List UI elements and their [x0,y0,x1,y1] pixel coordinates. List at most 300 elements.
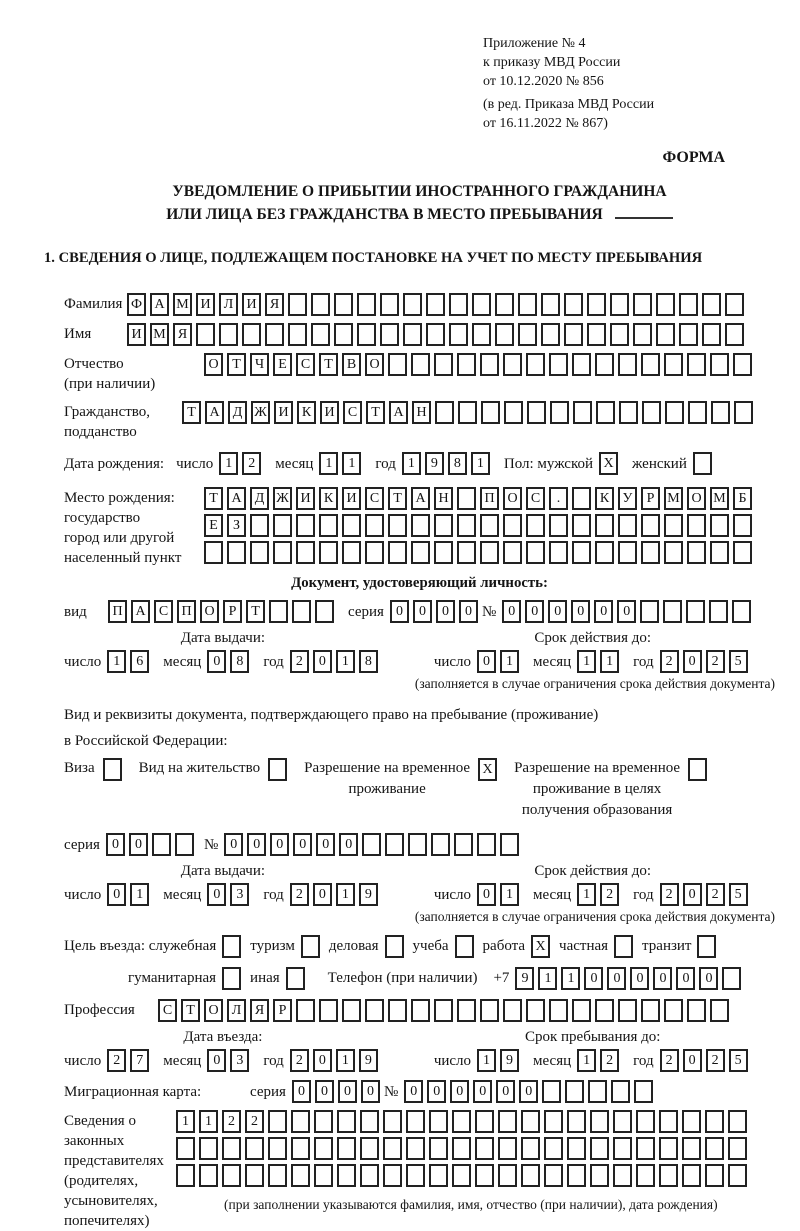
char-box[interactable] [342,541,361,564]
char-box[interactable]: 0 [207,1049,226,1072]
char-box[interactable] [292,600,311,623]
char-box[interactable] [365,999,384,1022]
char-box[interactable] [434,541,453,564]
char-box[interactable]: 1 [319,452,338,475]
char-box[interactable] [458,401,477,424]
char-box[interactable] [503,999,522,1022]
char-box[interactable]: Б [733,487,752,510]
char-box[interactable] [265,323,284,346]
char-box[interactable] [449,323,468,346]
char-box[interactable]: 0 [436,600,455,623]
char-box[interactable]: С [526,487,545,510]
char-box[interactable] [544,1137,563,1160]
char-box[interactable]: М [173,293,192,316]
char-box[interactable] [408,833,427,856]
char-box[interactable]: И [242,293,261,316]
char-box[interactable] [572,541,591,564]
char-box[interactable]: 0 [207,883,226,906]
char-box[interactable] [682,1164,701,1187]
char-box[interactable] [641,514,660,537]
char-box[interactable]: Ж [251,401,270,424]
char-box[interactable] [434,514,453,537]
char-box[interactable] [687,353,706,376]
char-box[interactable] [314,1164,333,1187]
char-box[interactable]: 3 [230,883,249,906]
char-box[interactable] [457,999,476,1022]
char-box[interactable] [457,514,476,537]
char-box[interactable] [702,323,721,346]
char-box[interactable] [733,514,752,537]
char-box[interactable] [642,401,661,424]
char-box[interactable] [319,541,338,564]
char-box[interactable] [196,323,215,346]
char-box[interactable] [383,1110,402,1133]
char-box[interactable] [411,353,430,376]
char-box[interactable] [664,514,683,537]
char-box[interactable] [426,293,445,316]
char-box[interactable]: 0 [313,650,332,673]
char-box[interactable] [495,293,514,316]
char-box[interactable] [613,1110,632,1133]
char-box[interactable]: Ч [250,353,269,376]
char-box[interactable]: 1 [500,883,519,906]
char-box[interactable] [222,1164,241,1187]
char-box[interactable] [434,999,453,1022]
char-box[interactable]: 1 [600,650,619,673]
char-box[interactable] [250,514,269,537]
char-box[interactable] [457,353,476,376]
char-box[interactable] [687,999,706,1022]
char-box[interactable]: Т [204,487,223,510]
char-box[interactable]: О [204,353,223,376]
char-box[interactable]: Т [181,999,200,1022]
char-box[interactable]: 0 [630,967,649,990]
char-box[interactable] [663,600,682,623]
char-box[interactable] [636,1164,655,1187]
char-box[interactable]: 1 [471,452,490,475]
char-box[interactable]: 0 [607,967,626,990]
char-box[interactable] [411,999,430,1022]
char-box[interactable]: 0 [129,833,148,856]
char-box[interactable] [687,514,706,537]
char-box[interactable]: 8 [230,650,249,673]
char-box[interactable]: 2 [222,1110,241,1133]
char-box[interactable] [199,1137,218,1160]
char-box[interactable] [315,600,334,623]
char-box[interactable] [503,541,522,564]
char-box[interactable] [619,401,638,424]
char-box[interactable]: 5 [729,650,748,673]
char-box[interactable]: 0 [315,1080,334,1103]
char-box[interactable]: С [343,401,362,424]
char-box[interactable] [291,1110,310,1133]
char-box[interactable] [567,1110,586,1133]
char-box[interactable]: 1 [561,967,580,990]
char-box[interactable]: Р [641,487,660,510]
char-box[interactable] [526,353,545,376]
char-box[interactable] [636,1110,655,1133]
char-box[interactable]: 0 [473,1080,492,1103]
char-box[interactable]: Д [250,487,269,510]
char-box[interactable]: 8 [448,452,467,475]
char-box[interactable]: 2 [660,1049,679,1072]
char-box[interactable]: 2 [242,452,261,475]
char-box[interactable] [710,514,729,537]
tourism-checkbox[interactable] [301,935,320,958]
char-box[interactable] [311,293,330,316]
char-box[interactable]: 9 [359,883,378,906]
char-box[interactable] [702,293,721,316]
char-box[interactable] [342,999,361,1022]
char-box[interactable]: 1 [577,883,596,906]
char-box[interactable] [334,293,353,316]
char-box[interactable]: А [227,487,246,510]
char-box[interactable]: Д [228,401,247,424]
char-box[interactable] [480,541,499,564]
char-box[interactable]: Я [250,999,269,1022]
char-box[interactable] [475,1110,494,1133]
char-box[interactable]: 0 [676,967,695,990]
char-box[interactable] [406,1164,425,1187]
char-box[interactable] [665,401,684,424]
char-box[interactable] [357,293,376,316]
char-box[interactable] [521,1137,540,1160]
official-checkbox[interactable] [222,935,241,958]
residence-permit-checkbox[interactable] [268,758,287,781]
char-box[interactable]: Т [319,353,338,376]
char-box[interactable] [549,353,568,376]
char-box[interactable] [725,323,744,346]
char-box[interactable]: 0 [502,600,521,623]
char-box[interactable] [595,514,614,537]
char-box[interactable]: 0 [584,967,603,990]
char-box[interactable] [636,1137,655,1160]
char-box[interactable] [242,323,261,346]
char-box[interactable] [526,541,545,564]
char-box[interactable] [365,514,384,537]
char-box[interactable] [588,1080,607,1103]
char-box[interactable] [472,293,491,316]
char-box[interactable] [269,600,288,623]
char-box[interactable] [319,999,338,1022]
char-box[interactable] [380,293,399,316]
char-box[interactable]: 9 [425,452,444,475]
char-box[interactable]: 1 [500,650,519,673]
char-box[interactable]: 2 [706,1049,725,1072]
char-box[interactable] [564,293,583,316]
char-box[interactable]: 1 [336,883,355,906]
char-box[interactable]: О [687,487,706,510]
char-box[interactable]: 5 [729,883,748,906]
char-box[interactable] [595,999,614,1022]
char-box[interactable] [319,514,338,537]
char-box[interactable] [475,1164,494,1187]
char-box[interactable]: 2 [706,883,725,906]
char-box[interactable] [291,1137,310,1160]
char-box[interactable] [722,967,741,990]
char-box[interactable] [176,1164,195,1187]
char-box[interactable] [590,1110,609,1133]
char-box[interactable] [640,600,659,623]
char-box[interactable]: 0 [270,833,289,856]
char-box[interactable] [595,541,614,564]
char-box[interactable] [710,541,729,564]
char-box[interactable]: С [365,487,384,510]
char-box[interactable] [429,1110,448,1133]
char-box[interactable] [733,541,752,564]
char-box[interactable] [204,541,223,564]
char-box[interactable]: Т [366,401,385,424]
char-box[interactable] [388,541,407,564]
char-box[interactable]: Я [173,323,192,346]
char-box[interactable]: А [150,293,169,316]
char-box[interactable] [388,999,407,1022]
char-box[interactable] [199,1164,218,1187]
char-box[interactable] [688,401,707,424]
char-box[interactable]: 2 [706,650,725,673]
char-box[interactable]: 0 [496,1080,515,1103]
char-box[interactable] [590,1164,609,1187]
char-box[interactable] [587,323,606,346]
char-box[interactable] [664,353,683,376]
char-box[interactable] [590,1137,609,1160]
char-box[interactable]: 2 [660,650,679,673]
char-box[interactable]: 1 [538,967,557,990]
char-box[interactable]: Н [434,487,453,510]
char-box[interactable] [541,323,560,346]
char-box[interactable]: 0 [404,1080,423,1103]
temp-residence-checkbox[interactable]: X [478,758,497,781]
char-box[interactable]: 0 [459,600,478,623]
char-box[interactable]: И [274,401,293,424]
char-box[interactable] [403,323,422,346]
char-box[interactable]: 0 [339,833,358,856]
char-box[interactable] [449,293,468,316]
char-box[interactable] [357,323,376,346]
char-box[interactable] [268,1110,287,1133]
char-box[interactable] [388,353,407,376]
char-box[interactable] [288,323,307,346]
char-box[interactable]: 2 [290,1049,309,1072]
char-box[interactable] [573,401,592,424]
char-box[interactable] [641,541,660,564]
char-box[interactable] [572,487,591,510]
char-box[interactable]: Т [227,353,246,376]
char-box[interactable]: 0 [594,600,613,623]
char-box[interactable]: 0 [313,1049,332,1072]
char-box[interactable]: 9 [359,1049,378,1072]
char-box[interactable]: Н [412,401,431,424]
char-box[interactable] [705,1164,724,1187]
humanitarian-checkbox[interactable] [222,967,241,990]
char-box[interactable]: 0 [683,650,702,673]
char-box[interactable] [641,353,660,376]
char-box[interactable] [480,999,499,1022]
char-box[interactable]: К [595,487,614,510]
char-box[interactable]: Т [182,401,201,424]
char-box[interactable]: 0 [361,1080,380,1103]
char-box[interactable] [457,487,476,510]
char-box[interactable] [273,541,292,564]
char-box[interactable] [406,1110,425,1133]
male-checkbox[interactable]: X [599,452,618,475]
char-box[interactable] [360,1164,379,1187]
char-box[interactable]: М [150,323,169,346]
char-box[interactable] [527,401,546,424]
char-box[interactable] [337,1137,356,1160]
char-box[interactable] [664,541,683,564]
char-box[interactable] [710,999,729,1022]
char-box[interactable]: Р [273,999,292,1022]
char-box[interactable] [595,353,614,376]
char-box[interactable] [495,323,514,346]
char-box[interactable] [664,999,683,1022]
char-box[interactable]: И [320,401,339,424]
char-box[interactable] [245,1137,264,1160]
char-box[interactable] [634,1080,653,1103]
char-box[interactable] [610,293,629,316]
char-box[interactable] [311,323,330,346]
char-box[interactable]: 0 [427,1080,446,1103]
char-box[interactable] [613,1137,632,1160]
char-box[interactable] [222,1137,241,1160]
char-box[interactable] [475,1137,494,1160]
char-box[interactable]: М [710,487,729,510]
char-box[interactable] [504,401,523,424]
work-checkbox[interactable]: X [531,935,550,958]
char-box[interactable] [472,323,491,346]
char-box[interactable] [656,293,675,316]
char-box[interactable] [457,541,476,564]
char-box[interactable]: 3 [230,1049,249,1072]
char-box[interactable] [687,541,706,564]
char-box[interactable] [334,323,353,346]
char-box[interactable]: 0 [207,650,226,673]
char-box[interactable] [521,1164,540,1187]
char-box[interactable]: 0 [224,833,243,856]
char-box[interactable] [498,1137,517,1160]
char-box[interactable]: 9 [500,1049,519,1072]
char-box[interactable] [618,353,637,376]
char-box[interactable] [549,514,568,537]
char-box[interactable]: М [664,487,683,510]
char-box[interactable] [564,323,583,346]
char-box[interactable] [526,999,545,1022]
char-box[interactable] [572,999,591,1022]
char-box[interactable] [337,1110,356,1133]
char-box[interactable]: О [365,353,384,376]
temp-residence-edu-checkbox[interactable] [688,758,707,781]
char-box[interactable] [498,1164,517,1187]
char-box[interactable]: 0 [247,833,266,856]
char-box[interactable]: С [158,999,177,1022]
char-box[interactable]: 1 [477,1049,496,1072]
char-box[interactable] [633,293,652,316]
char-box[interactable]: В [342,353,361,376]
char-box[interactable]: 6 [130,650,149,673]
char-box[interactable] [503,514,522,537]
char-box[interactable] [734,401,753,424]
char-box[interactable]: Я [265,293,284,316]
char-box[interactable] [411,541,430,564]
char-box[interactable]: А [389,401,408,424]
char-box[interactable]: Р [223,600,242,623]
char-box[interactable] [380,323,399,346]
char-box[interactable] [481,401,500,424]
char-box[interactable]: 0 [525,600,544,623]
char-box[interactable] [618,541,637,564]
char-box[interactable] [596,401,615,424]
char-box[interactable] [498,1110,517,1133]
char-box[interactable] [587,293,606,316]
char-box[interactable] [541,293,560,316]
char-box[interactable] [679,293,698,316]
char-box[interactable] [733,353,752,376]
char-box[interactable] [435,401,454,424]
char-box[interactable]: 9 [515,967,534,990]
char-box[interactable] [360,1110,379,1133]
char-box[interactable]: 1 [176,1110,195,1133]
transit-checkbox[interactable] [697,935,716,958]
char-box[interactable] [542,1080,561,1103]
char-box[interactable] [682,1137,701,1160]
char-box[interactable]: 0 [571,600,590,623]
char-box[interactable] [732,600,751,623]
char-box[interactable]: И [296,487,315,510]
char-box[interactable] [383,1137,402,1160]
char-box[interactable] [365,541,384,564]
char-box[interactable] [659,1110,678,1133]
char-box[interactable] [268,1164,287,1187]
char-box[interactable]: 1 [336,650,355,673]
char-box[interactable]: 0 [617,600,636,623]
char-box[interactable] [480,353,499,376]
char-box[interactable]: О [204,999,223,1022]
char-box[interactable]: Т [388,487,407,510]
char-box[interactable]: 0 [519,1080,538,1103]
char-box[interactable] [176,1137,195,1160]
char-box[interactable] [385,833,404,856]
char-box[interactable] [434,353,453,376]
char-box[interactable]: 0 [450,1080,469,1103]
char-box[interactable]: 0 [313,883,332,906]
char-box[interactable]: 2 [290,650,309,673]
char-box[interactable] [227,541,246,564]
char-box[interactable]: 1 [577,1049,596,1072]
char-box[interactable]: 8 [359,650,378,673]
char-box[interactable]: 0 [292,1080,311,1103]
char-box[interactable]: С [296,353,315,376]
char-box[interactable]: К [319,487,338,510]
char-box[interactable] [572,353,591,376]
char-box[interactable]: 1 [107,650,126,673]
char-box[interactable] [705,1110,724,1133]
char-box[interactable] [705,1137,724,1160]
char-box[interactable]: 2 [245,1110,264,1133]
char-box[interactable]: 1 [199,1110,218,1133]
char-box[interactable] [711,401,730,424]
char-box[interactable]: А [205,401,224,424]
char-box[interactable] [728,1110,747,1133]
char-box[interactable] [403,293,422,316]
char-box[interactable]: З [227,514,246,537]
char-box[interactable] [273,514,292,537]
char-box[interactable]: 1 [130,883,149,906]
char-box[interactable]: О [503,487,522,510]
char-box[interactable]: 1 [342,452,361,475]
char-box[interactable]: П [108,600,127,623]
char-box[interactable]: 0 [106,833,125,856]
